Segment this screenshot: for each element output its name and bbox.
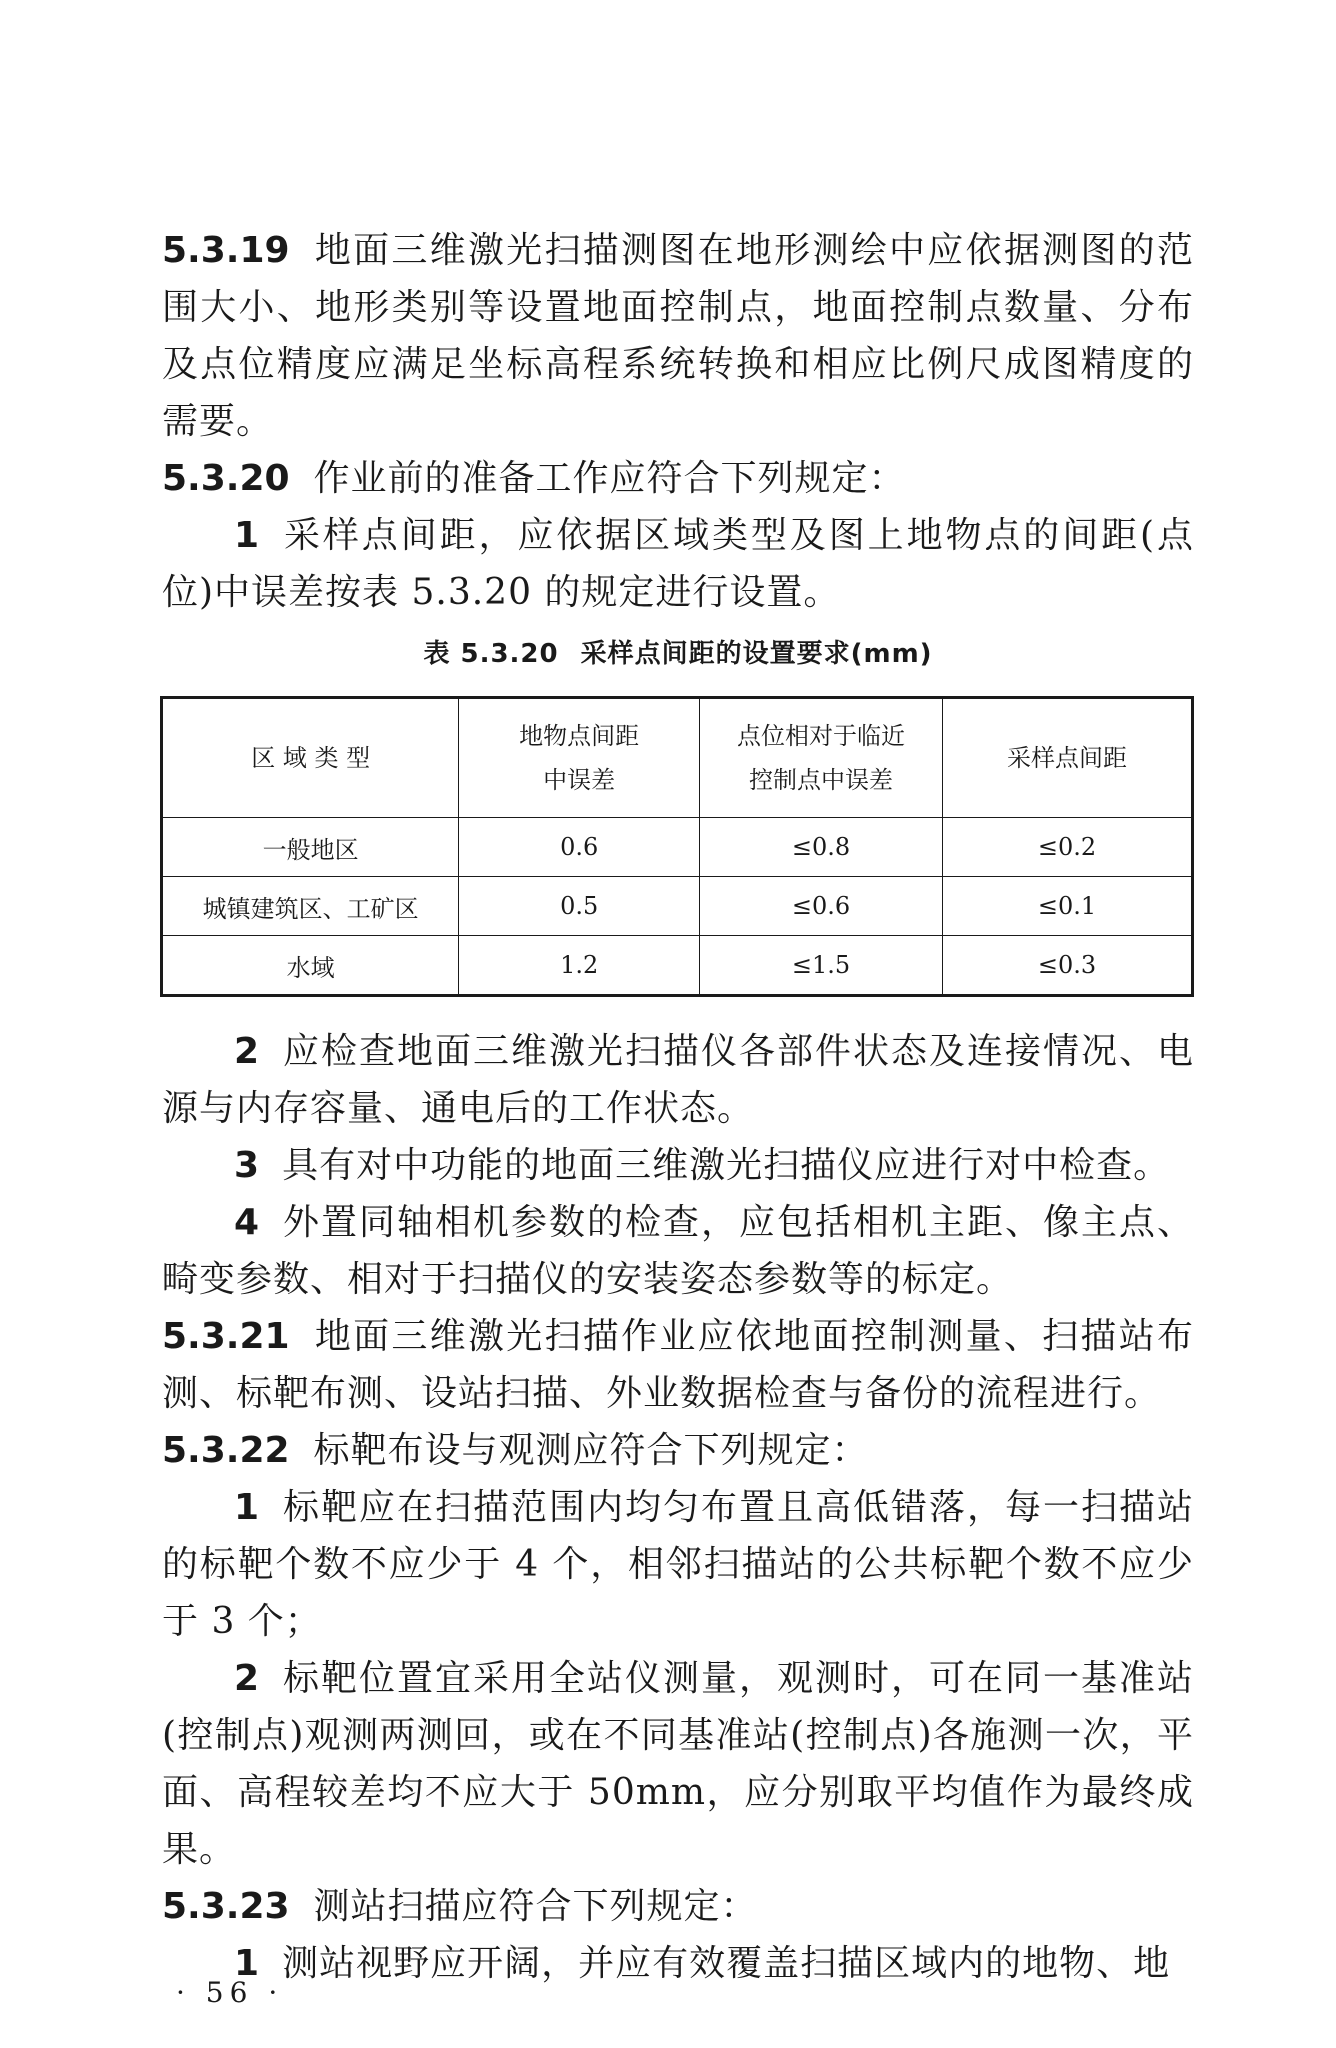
- item-text: 标靶应在扫描范围内均匀布置且高低错落，每一扫描站的标靶个数不应少于 4 个，相邻扫描站的公共标靶个数不应少于 3 个；: [162, 1487, 1194, 1642]
- cell-feature-spacing-error: 1.2: [459, 936, 700, 996]
- clause-5-3-20: [162, 450, 1194, 507]
- cell-region-type: 水域: [162, 936, 459, 996]
- sampling-spacing-table: [160, 696, 1194, 997]
- item-text: 应检查地面三维激光扫描仪各部件状态及连接情况、电源与内存容量、通电后的工作状态。: [162, 1031, 1194, 1129]
- table-number: 表 5.3.20: [423, 639, 559, 669]
- table-body: [162, 818, 1193, 996]
- cell-region-type: 一般地区: [162, 818, 459, 877]
- item-number: 1: [234, 515, 261, 556]
- header-point-position-error: 点位相对于临近 控制点中误差: [700, 698, 943, 818]
- table-row: [162, 818, 1193, 877]
- header-region-type: 区 域 类 型: [162, 698, 459, 818]
- item-text: 具有对中功能的地面三维激光扫描仪应进行对中检查。: [282, 1145, 1171, 1186]
- clause-text: 地面三维激光扫描测图在地形测绘中应依据测图的范围大小、地形类别等设置地面控制点，地面控制点数量、分布及点位精度应满足坐标高程系统转换和相应比例尺成图精度的需要。: [162, 230, 1194, 442]
- clause-5-3-22: [162, 1422, 1194, 1479]
- item-text: 采样点间距，应依据区域类型及图上地物点的间距(点位)中误差按表 5.3.20 的规定进行设置。: [162, 515, 1194, 613]
- table-header-row: [162, 698, 1193, 818]
- item-text: 测站视野应开阔，并应有效覆盖扫描区域内的地物、地: [282, 1943, 1171, 1984]
- clause-number: 5.3.20: [162, 458, 290, 499]
- cell-region-type: 城镇建筑区、工矿区: [162, 877, 459, 936]
- table-row: [162, 936, 1193, 996]
- clause-5-3-20-item-4: [162, 1194, 1194, 1308]
- table-caption: 采样点间距的设置要求(mm): [580, 639, 933, 669]
- item-number: 4: [234, 1202, 261, 1243]
- cell-feature-spacing-error: 0.6: [459, 818, 700, 877]
- item-text: 标靶位置宜采用全站仪测量，观测时，可在同一基准站(控制点)观测两测回，或在不同基准站(控制点)各施测一次，平面、高程较差均不应大于 50mm，应分别取平均值作为最终成果。: [162, 1658, 1194, 1870]
- item-number: 1: [234, 1943, 261, 1984]
- item-number: 2: [234, 1031, 261, 1072]
- table-row: [162, 877, 1193, 936]
- item-number: 3: [234, 1145, 261, 1186]
- page-number: · 56 ·: [176, 1976, 284, 2009]
- item-number: 1: [234, 1487, 261, 1528]
- clause-5-3-21: [162, 1308, 1194, 1422]
- clause-5-3-23: [162, 1878, 1194, 1935]
- clause-5-3-23-item-1: [162, 1935, 1194, 1992]
- table-title: [162, 633, 1194, 670]
- clause-text: 标靶布设与观测应符合下列规定：: [313, 1430, 869, 1471]
- clause-text: 作业前的准备工作应符合下列规定：: [313, 458, 906, 499]
- cell-sampling-spacing: ≤0.1: [943, 877, 1193, 936]
- document-page: [162, 222, 1194, 1992]
- item-text: 外置同轴相机参数的检查，应包括相机主距、像主点、畸变参数、相对于扫描仪的安装姿态参数等的标定。: [162, 1202, 1194, 1300]
- cell-point-position-error: ≤1.5: [700, 936, 943, 996]
- cell-point-position-error: ≤0.6: [700, 877, 943, 936]
- header-feature-spacing-error: 地物点间距 中误差: [459, 698, 700, 818]
- clause-5-3-22-item-2: [162, 1650, 1194, 1878]
- item-number: 2: [234, 1658, 261, 1699]
- clause-number: 5.3.23: [162, 1886, 290, 1927]
- clause-5-3-20-item-2: [162, 1023, 1194, 1137]
- clause-number: 5.3.21: [162, 1316, 290, 1357]
- clause-5-3-22-item-1: [162, 1479, 1194, 1650]
- clause-5-3-20-item-1: [162, 507, 1194, 621]
- clause-number: 5.3.19: [162, 230, 290, 271]
- clause-text: 地面三维激光扫描作业应依地面控制测量、扫描站布测、标靶布测、设站扫描、外业数据检查与备份的流程进行。: [162, 1316, 1194, 1414]
- header-sampling-spacing: 采样点间距: [943, 698, 1193, 818]
- cell-point-position-error: ≤0.8: [700, 818, 943, 877]
- clause-5-3-19: [162, 222, 1194, 450]
- clause-number: 5.3.22: [162, 1430, 290, 1471]
- cell-sampling-spacing: ≤0.2: [943, 818, 1193, 877]
- clause-text: 测站扫描应符合下列规定：: [313, 1886, 758, 1927]
- cell-sampling-spacing: ≤0.3: [943, 936, 1193, 996]
- clause-5-3-20-item-3: [162, 1137, 1194, 1194]
- cell-feature-spacing-error: 0.5: [459, 877, 700, 936]
